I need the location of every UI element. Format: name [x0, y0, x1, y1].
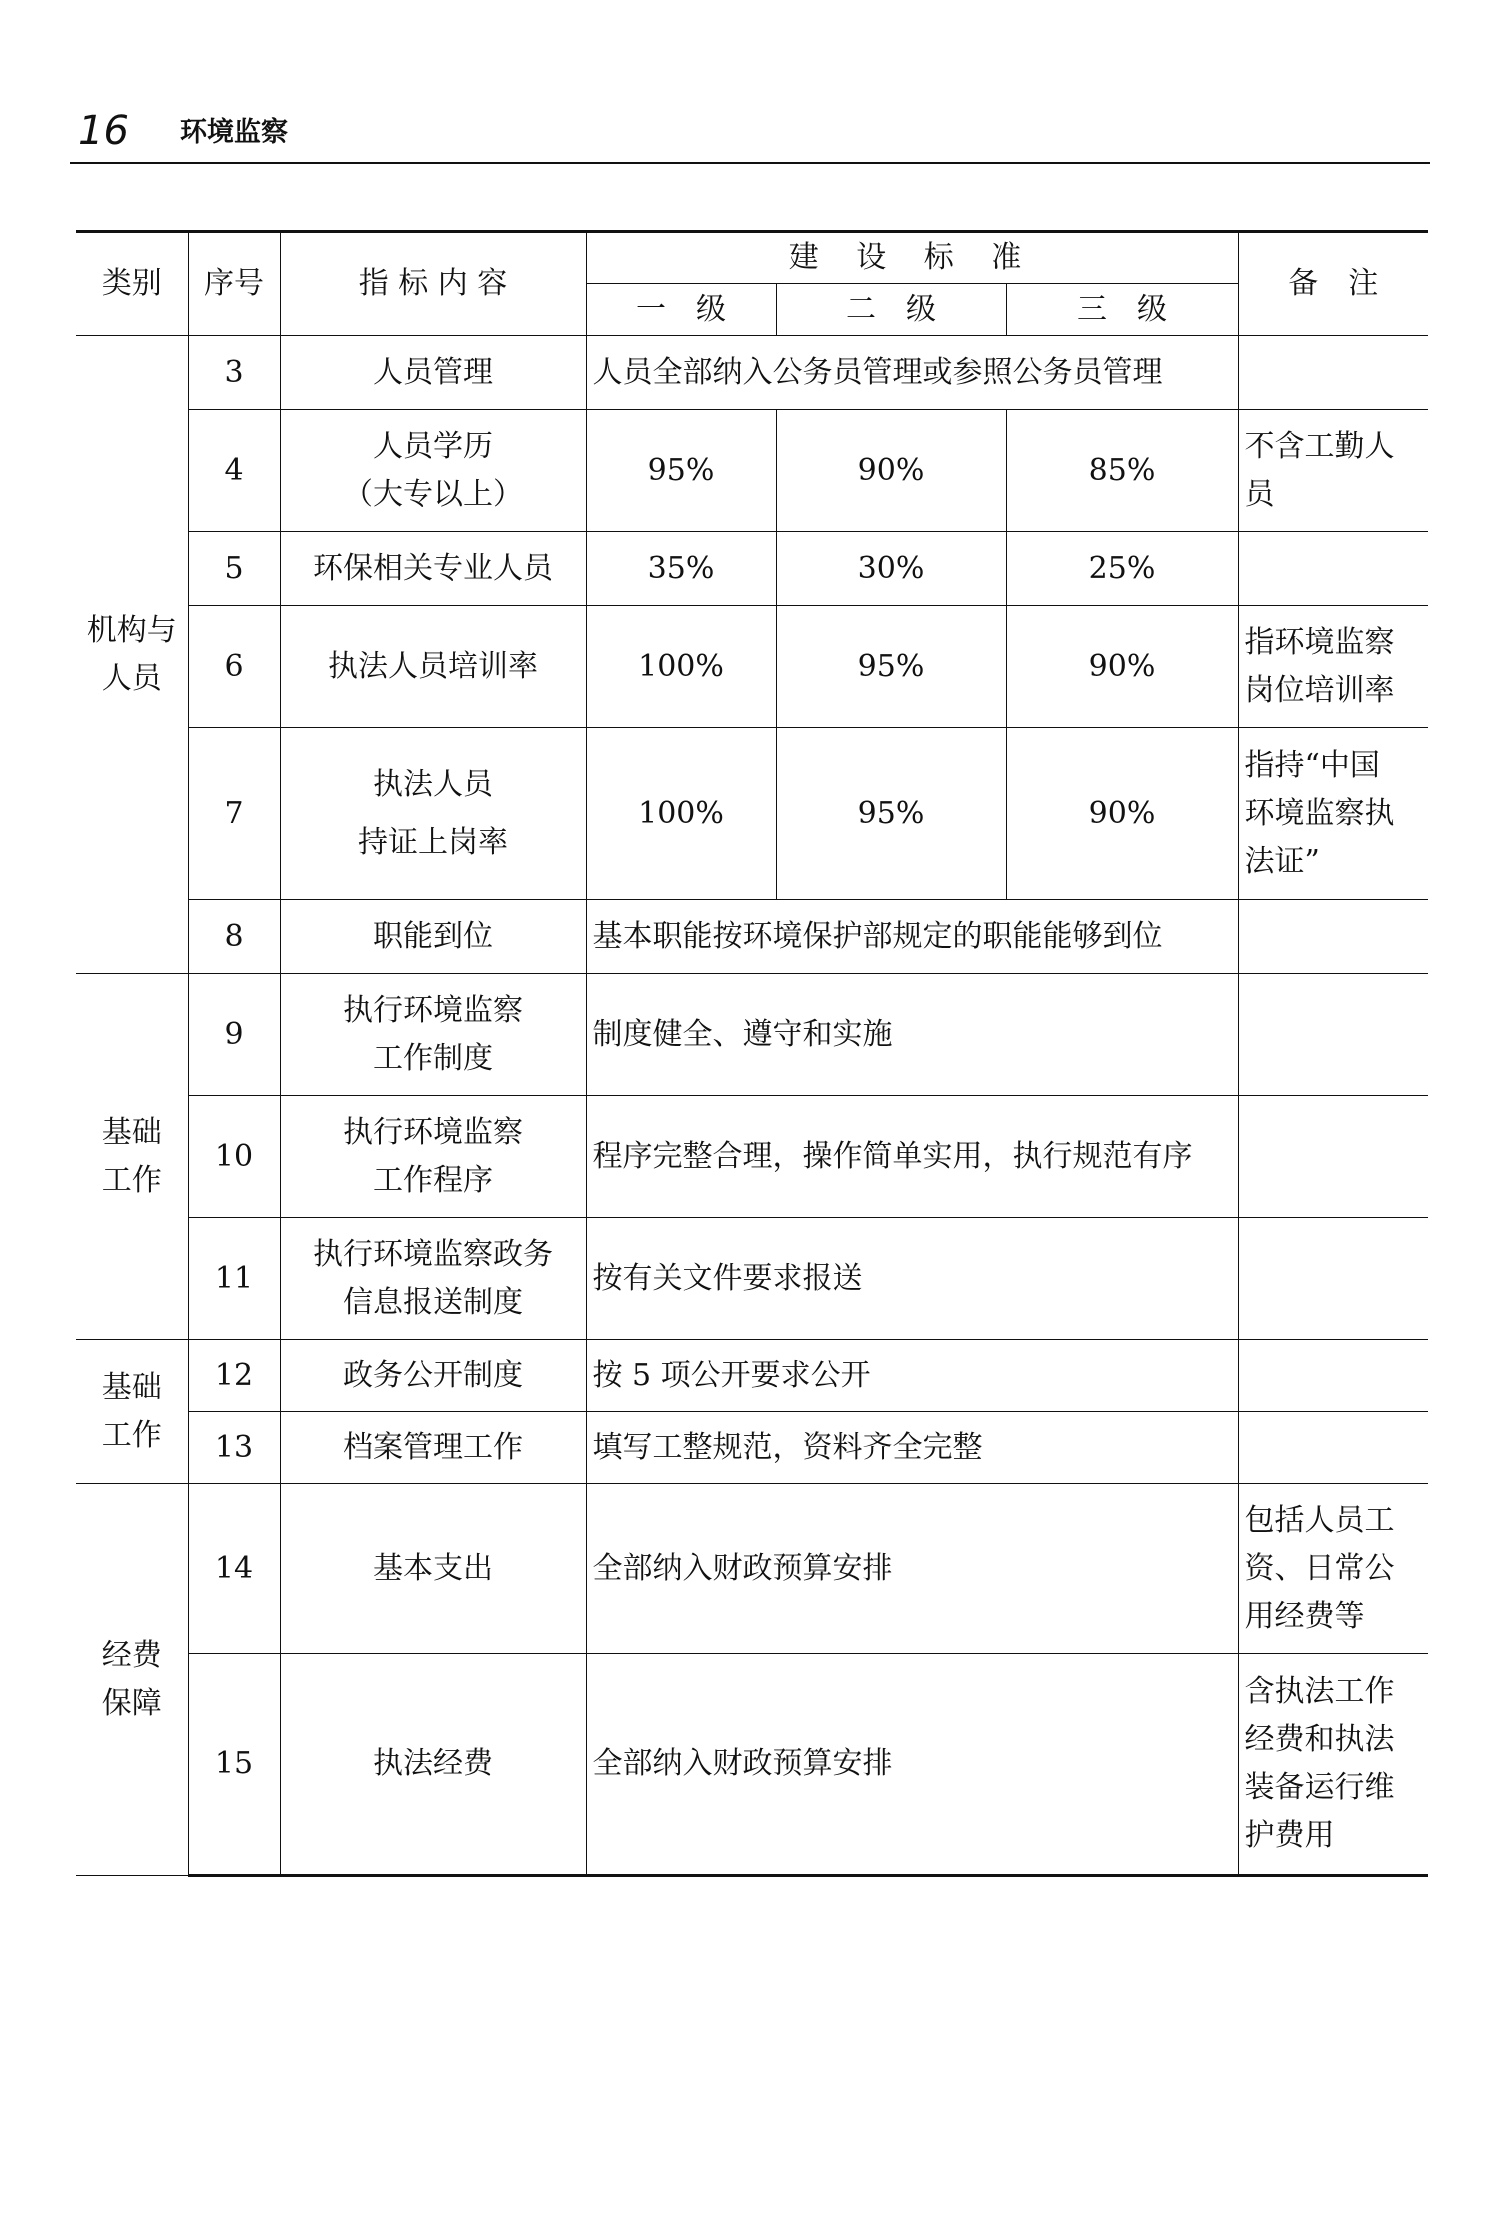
table-row: [76, 1096, 1428, 1218]
row-level2: 95%: [776, 728, 1006, 900]
row-content: 执法经费: [280, 1654, 586, 1876]
row-standard: 填写工整规范，资料齐全完整: [586, 1412, 1238, 1484]
row-remark: [1238, 1096, 1428, 1218]
row-seq: 3: [188, 336, 280, 410]
row-seq: 12: [188, 1340, 280, 1412]
row-remark: 指持“中国 环境监察执 法证”: [1238, 728, 1428, 900]
row-level1: 95%: [586, 410, 776, 532]
col-header-remark: 备 注: [1238, 232, 1428, 336]
row-level2: 30%: [776, 532, 1006, 606]
running-title: 环境监察: [180, 117, 288, 148]
table-row: [76, 728, 1428, 900]
row-remark: 指环境监察 岗位培训率: [1238, 606, 1428, 728]
row-remark: [1238, 974, 1428, 1096]
row-standard: 按 5 项公开要求公开: [586, 1340, 1238, 1412]
col-header-content: 指 标 内 容: [280, 232, 586, 336]
table-row: [76, 1412, 1428, 1484]
row-standard: 程序完整合理，操作简单实用，执行规范有序: [586, 1096, 1238, 1218]
row-content: 执行环境监察 工作程序: [280, 1096, 586, 1218]
table-row: [76, 1654, 1428, 1876]
row-remark: 包括人员工 资、日常公 用经费等: [1238, 1484, 1428, 1654]
table-row: [76, 606, 1428, 728]
row-remark: [1238, 1412, 1428, 1484]
row-seq: 13: [188, 1412, 280, 1484]
row-seq: 9: [188, 974, 280, 1096]
group-label: 基础 工作: [76, 1340, 188, 1484]
table-row: [76, 336, 1428, 410]
group-label: 机构与 人员: [76, 336, 188, 974]
row-content: 执行环境监察政务 信息报送制度: [280, 1218, 586, 1340]
row-seq: 14: [188, 1484, 280, 1654]
row-standard: 全部纳入财政预算安排: [586, 1484, 1238, 1654]
col-header-seq: 序号: [188, 232, 280, 336]
row-level2: 90%: [776, 410, 1006, 532]
row-level3: 85%: [1006, 410, 1238, 532]
row-standard: 基本职能按环境保护部规定的职能能够到位: [586, 900, 1238, 974]
row-standard: 按有关文件要求报送: [586, 1218, 1238, 1340]
row-seq: 11: [188, 1218, 280, 1340]
group-label: 经费 保障: [76, 1484, 188, 1876]
header-row-1: [76, 232, 1428, 284]
row-level2: 95%: [776, 606, 1006, 728]
row-level1: 100%: [586, 606, 776, 728]
row-remark: 含执法工作 经费和执法 装备运行维 护费用: [1238, 1654, 1428, 1876]
row-content: 基本支出: [280, 1484, 586, 1654]
row-seq: 7: [188, 728, 280, 900]
group-label: 基础 工作: [76, 974, 188, 1340]
row-seq: 5: [188, 532, 280, 606]
row-seq: 10: [188, 1096, 280, 1218]
table-row: [76, 1218, 1428, 1340]
row-remark: [1238, 1340, 1428, 1412]
row-level3: 90%: [1006, 606, 1238, 728]
row-remark: 不含工勤人 员: [1238, 410, 1428, 532]
col-header-level3: 三 级: [1006, 284, 1238, 336]
standards-table: [76, 230, 1428, 1877]
row-level3: 90%: [1006, 728, 1238, 900]
row-content: 执行环境监察 工作制度: [280, 974, 586, 1096]
table-row: [76, 974, 1428, 1096]
row-remark: [1238, 532, 1428, 606]
row-content: 职能到位: [280, 900, 586, 974]
row-level1: 35%: [586, 532, 776, 606]
page-number: 16: [78, 108, 129, 154]
col-header-level2: 二 级: [776, 284, 1006, 336]
row-standard: 人员全部纳入公务员管理或参照公务员管理: [586, 336, 1238, 410]
col-header-category: 类别: [76, 232, 188, 336]
table-row: [76, 1340, 1428, 1412]
row-content: 执法人员 持证上岗率: [280, 728, 586, 900]
table-row: [76, 532, 1428, 606]
row-seq: 4: [188, 410, 280, 532]
row-seq: 6: [188, 606, 280, 728]
row-content: 执法人员培训率: [280, 606, 586, 728]
row-content: 人员管理: [280, 336, 586, 410]
row-seq: 8: [188, 900, 280, 974]
row-level1: 100%: [586, 728, 776, 900]
table-row: [76, 900, 1428, 974]
col-header-level1: 一 级: [586, 284, 776, 336]
row-seq: 15: [188, 1654, 280, 1876]
header-rule: [70, 162, 1430, 164]
page-header: [70, 105, 1430, 165]
row-content: 人员学历 （大专以上）: [280, 410, 586, 532]
row-standard: 全部纳入财政预算安排: [586, 1654, 1238, 1876]
row-content: 档案管理工作: [280, 1412, 586, 1484]
row-content: 环保相关专业人员: [280, 532, 586, 606]
row-standard: 制度健全、遵守和实施: [586, 974, 1238, 1096]
row-remark: [1238, 336, 1428, 410]
col-header-standard: 建 设 标 准: [586, 232, 1238, 284]
table-row: [76, 1484, 1428, 1654]
row-content: 政务公开制度: [280, 1340, 586, 1412]
row-level3: 25%: [1006, 532, 1238, 606]
row-remark: [1238, 900, 1428, 974]
table-row: [76, 410, 1428, 532]
row-remark: [1238, 1218, 1428, 1340]
